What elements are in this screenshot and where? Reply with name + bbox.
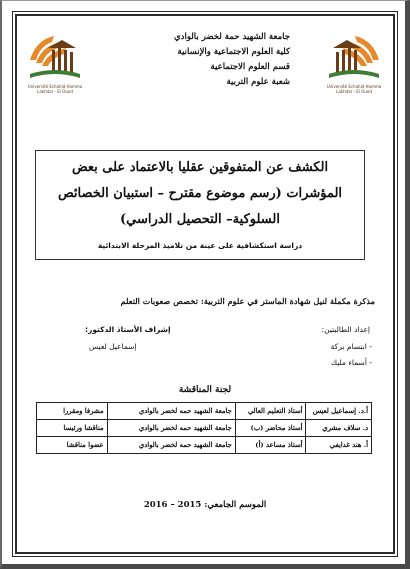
thesis-title-box <box>35 150 365 260</box>
page-frame <box>15 14 395 554</box>
member-rank: أستاذ محاضر (ب) <box>235 420 306 437</box>
member-name: أ.د. إسماعيل لعيس <box>306 403 372 420</box>
member-name: أ. هند غدايفي <box>306 437 372 454</box>
department-name: قسم العلوم الاجتماعية <box>210 62 290 72</box>
member-role: مناقشا ورئيسا <box>37 420 108 437</box>
thesis-title <box>36 155 364 233</box>
students-label: إعداد الطالبتين: <box>321 325 370 334</box>
member-university: جامعة الشهيد حمه لخضر بالوادي <box>107 420 235 437</box>
academic-season: الموسم الجامعي: 2015 – 2016 <box>143 500 267 510</box>
committee-title: لجنة المناقشة <box>178 385 232 395</box>
branch-name: شعبة علوم التربية <box>226 77 290 87</box>
institution-header <box>174 30 290 90</box>
committee-table <box>36 402 372 454</box>
faculty-name: كلية العلوم الاجتماعية والإنسانية <box>177 47 290 57</box>
table-row <box>37 420 372 437</box>
member-university: جامعة الشهيد حمه لخضر بالوادي <box>107 403 235 420</box>
university-name: جامعة الشهيد حمة لخضر بالوادي <box>174 32 290 42</box>
thesis-title-line-1: الكشف عن المتفوقين عقليا بالاعتماد على بعض <box>71 160 329 175</box>
supervisor-name: إسماعيل لعيس <box>89 342 137 351</box>
logo-caption-left: Université Echahid Hamma Lakhdar - El Oued <box>27 84 83 94</box>
member-role: مشرفا ومقررا <box>37 403 108 420</box>
thesis-subtitle: دراسة استكشافية على عينة من تلاميذ المرحلة الابتدائية <box>97 241 303 250</box>
logo-caption-right: Université Echahid Hamma Lakhdar - El Oued <box>326 84 382 94</box>
memo-statement: مذكرة مكملة لنيل شهادة الماستر في علوم التربية: تخصص صعوبات التعلم <box>120 296 375 306</box>
student-name: - ابتسام بركة <box>330 342 372 351</box>
student-name-2: أسماء مليك <box>330 358 367 367</box>
university-logo-left <box>26 30 84 86</box>
member-rank: أستاذ مساعد (أ) <box>235 437 306 454</box>
table-row <box>37 437 372 454</box>
supervisor-label: إشراف الأستاذ الدكتور: <box>85 325 171 334</box>
member-rank: أستاذ التعليم العالي <box>235 403 306 420</box>
student-name: - أسماء مليك <box>330 358 372 367</box>
student-name-1: ابتسام بركة <box>330 342 367 351</box>
table-row <box>37 403 372 420</box>
thesis-title-line-3: السلوكية– التحصيل الدراسي) <box>120 212 280 227</box>
member-role: عضوا مناقشا <box>37 437 108 454</box>
member-university: جامعة الشهيد حمه لخضر بالوادي <box>107 437 235 454</box>
university-logo-right <box>325 30 383 86</box>
member-name: د. سلاف مشري <box>306 420 372 437</box>
thesis-title-line-2: المؤشرات (رسم موضوع مقترح – استبيان الخصائص <box>57 186 343 201</box>
